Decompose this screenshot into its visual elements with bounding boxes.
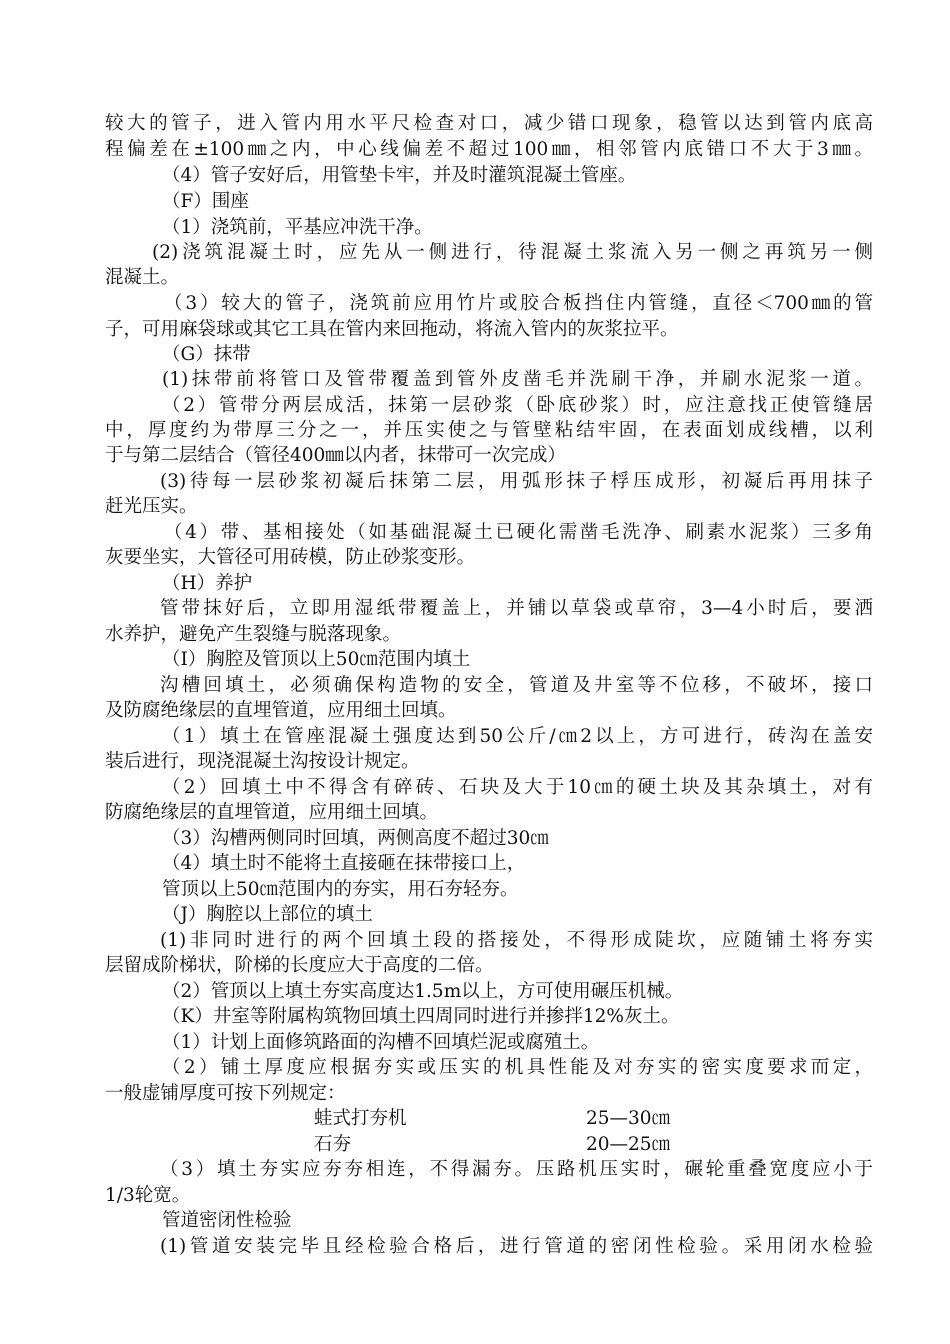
table-row bbox=[0, 1132, 950, 1158]
section-heading: （F）围座 bbox=[162, 191, 249, 212]
paragraph-line: (1)非同时进行的两个回填土段的搭接处，不得形成陡坎，应随铺土将夯实 bbox=[160, 930, 873, 951]
paragraph-line: （2）铺土厚度应根据夯实或压实的机具性能及对夯实的密实度要求而定， bbox=[162, 1057, 873, 1078]
paragraph-line: (2)浇筑混凝土时，应先从一侧进行，待混凝土浆流入另一侧之再筑另一侧 bbox=[152, 242, 873, 263]
paragraph-line: （3）沟槽两侧同时回填，两侧高度不超过30㎝ bbox=[162, 828, 549, 849]
section-heading: （G）抹带 bbox=[162, 344, 251, 365]
table-cell-tool: 石夯 bbox=[314, 1134, 352, 1155]
paragraph-line: （3）较大的管子，浇筑前应用竹片或胶合板挡住内管缝，直径＜700㎜的管 bbox=[164, 293, 873, 314]
paragraph-line: 管顶以上50㎝范围内的夯实，用石夯轻夯。 bbox=[162, 879, 519, 900]
paragraph-line: （2）管顶以上填土夯实高度达1.5m以上，方可使用碾压机械。 bbox=[162, 981, 684, 1002]
paragraph-line: （4）管子安好后，用管垫卡牢，并及时灌筑混凝土管座。 bbox=[162, 165, 637, 186]
paragraph-line: 灰要坐实，大管径可用砖模，防止砂浆变形。 bbox=[105, 547, 476, 568]
paragraph-line: (1)抹带前将管口及管带覆盖到管外皮凿毛并洗刷干净，并刷水泥浆一道。 bbox=[162, 369, 873, 390]
paragraph-line: 混凝土。 bbox=[105, 267, 180, 288]
paragraph-line: 程偏差在±100㎜之内，中心线偏差不超过100㎜，相邻管内底错口不大于3㎜。 bbox=[105, 139, 873, 160]
section-heading: （J）胸腔以上部位的填土 bbox=[162, 904, 373, 925]
table-cell-tool: 蛙式打夯机 bbox=[314, 1108, 407, 1129]
paragraph-line: （3）填土夯实应夯夯相连，不得漏夯。压路机压实时，碾轮重叠宽度应小于 bbox=[160, 1159, 873, 1180]
paragraph-line: (3)待每一层砂浆初凝后抹第二层，用弧形抹子桴压成形，初凝后再用抹子 bbox=[160, 471, 873, 492]
table-cell-thickness: 25—30㎝ bbox=[586, 1108, 671, 1129]
section-heading: （I）胸腔及管顶以上50㎝范围内填土 bbox=[162, 649, 471, 670]
paragraph-line: 管带抹好后，立即用湿纸带覆盖上，并铺以草袋或草帘，3—4小时后，要洒 bbox=[160, 598, 873, 619]
section-heading: 管道密闭性检验 bbox=[162, 1210, 292, 1231]
paragraph-line: 装后进行，现浇混凝土沟按设计规定。 bbox=[105, 751, 420, 772]
section-heading: （K）井室等附属构筑物回填土四周同时进行并掺拌12%灰土。 bbox=[162, 1006, 680, 1027]
paragraph-line: （1）计划上面修筑路面的沟槽不回填烂泥或腐殖土。 bbox=[162, 1032, 600, 1053]
paragraph-line: 层留成阶梯状，阶梯的长度应大于高度的二倍。 bbox=[105, 955, 494, 976]
paragraph-line: （4）填土时不能将土直接砸在抹带接口上， bbox=[162, 853, 526, 874]
paragraph-line: 及防腐绝缘层的直埋管道，应用细土回填。 bbox=[105, 700, 457, 721]
paragraph-line: （1）填土在管座混凝土强度达到50公斤/㎝2以上，方可进行，砖沟在盖安 bbox=[162, 726, 873, 747]
table-row bbox=[0, 1106, 950, 1132]
paragraph-line: 于与第二层结合（管径400㎜以内者，抹带可一次完成） bbox=[105, 445, 566, 466]
paragraph-line: （2）管带分两层成活，抹第一层砂浆（卧底砂浆）时，应注意找正使管缝居 bbox=[162, 395, 873, 416]
paragraph-line: 水养护，避免产生裂缝与脱落现象。 bbox=[105, 624, 402, 645]
paragraph-line: 较大的管子，进入管内用水平尺检查对口，减少错口现象，稳管以达到管内底高 bbox=[105, 113, 873, 134]
table-cell-thickness: 20—25㎝ bbox=[586, 1134, 671, 1155]
paragraph-line: 中，厚度约为带厚三分之一，并压实使之与管壁粘结牢固，在表面划成线槽，以利 bbox=[105, 420, 873, 441]
section-heading: （H）养护 bbox=[162, 573, 253, 594]
paragraph-line: 子，可用麻袋球或其它工具在管内来回拖动，将流入管内的灰浆拉平。 bbox=[105, 319, 679, 340]
paragraph-line: (1)管道安装完毕且经检验合格后，进行管道的密闭性检验。采用闭水检验 bbox=[160, 1236, 873, 1257]
paragraph-line: （1）浇筑前，平基应冲洗干净。 bbox=[162, 217, 433, 238]
paragraph-line: 防腐绝缘层的直埋管道，应用细土回填。 bbox=[105, 802, 439, 823]
paragraph-line: 沟槽回填土，必须确保构造物的安全，管道及井室等不位移，不破坏，接口 bbox=[160, 675, 873, 696]
paragraph-line: 一般虚铺厚度可按下列规定： bbox=[105, 1083, 346, 1104]
paragraph-line: 1/3轮宽。 bbox=[105, 1185, 191, 1206]
paragraph-line: （4）带、基相接处（如基础混凝土已硬化需凿毛洗净、刷素水泥浆）三多角 bbox=[164, 522, 873, 543]
paragraph-line: （2）回填土中不得含有碎砖、石块及大于10㎝的硬土块及其杂填土，对有 bbox=[162, 777, 873, 798]
paragraph-line: 赶光压实。 bbox=[105, 496, 198, 517]
